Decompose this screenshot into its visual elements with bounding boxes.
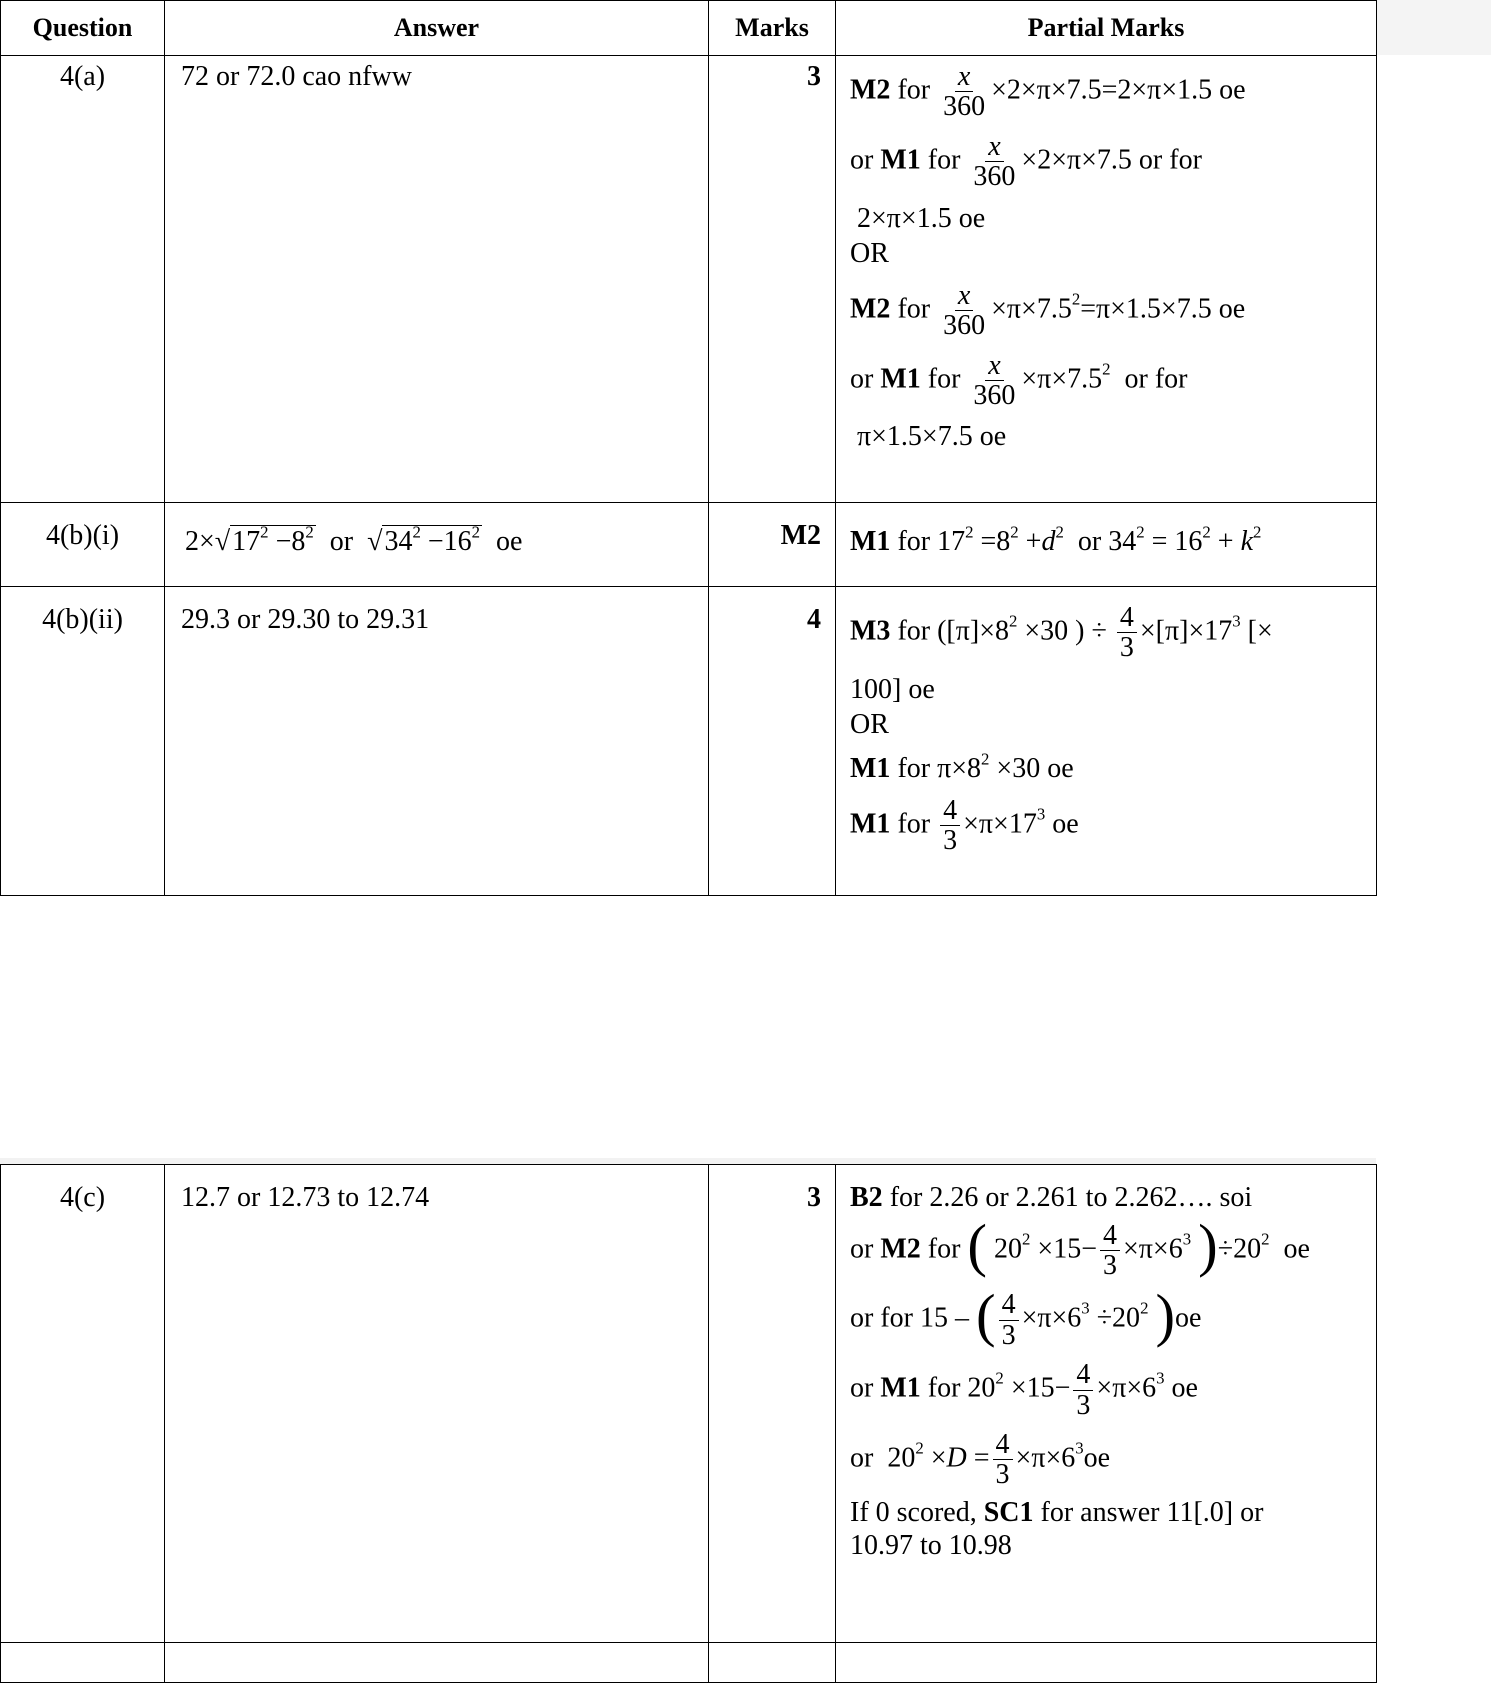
partial-marks (836, 56, 1376, 454)
partial-line: or M2 for ( $20^2 \times 15-$ $\frac{4}{3}$ $\times\pi\times 6^3$ )$\div 20^2$ oe (850, 1213, 1310, 1281)
partial-line: OR (850, 709, 889, 741)
partial-line: M2 for $\frac{x}{360}$ $\times\pi\times 7.5^2=\pi\times 1.5\times 7.5$ oe (850, 279, 1246, 342)
partial-line: If 0 scored, SC1 for answer 11[.0] or (850, 1496, 1264, 1528)
partial-line: 100] oe (850, 673, 935, 705)
partial-line: or M1 for $\frac{x}{360}$ $\times\pi\times 7.5^2$ or for (850, 349, 1188, 411)
question-number: 4(b)(ii) (42, 604, 123, 635)
marks-value: 4 (807, 604, 821, 635)
header-question: Question (1, 1, 165, 56)
header-answer: Answer (165, 1, 709, 56)
header-marks: Marks (709, 1, 836, 56)
partial-line: or for 15 – ( $\frac{4}{3}$ $\times\pi\times 6^3 \div 20^2$ )oe (850, 1283, 1202, 1351)
answer-text: 12.7 or 12.73 to 12.74 (181, 1182, 430, 1213)
table-row-4a (1, 56, 1377, 503)
partial-line: M1 for $\pi\times 8^2 \times 30$ oe (850, 749, 1074, 784)
partial-line: or $20^2 \times D$ = $\frac{4}{3}$ $\times\pi\times 6^3oe$ (850, 1428, 1111, 1491)
fraction: $\frac{4}{3}$ (940, 796, 960, 856)
partial-line: M3 for ($[\pi]\times 8^2 \times 30$ ) ÷ $\frac{4}{3}$ $\times[\pi]\times 17^3$ [× (850, 602, 1273, 664)
partial-line: or M1 for $\frac{x}{360}$ ×2×π×7.5 or for (850, 130, 1202, 193)
fraction: $\frac{x}{360}$ (973, 349, 1016, 411)
partial-line: M1 for $\frac{4}{3}$ $\times\pi\times 17^3$ oe (850, 794, 1079, 856)
partial-line: 10.97 to 10.98 (850, 1530, 1012, 1562)
question-number: 4(c) (59, 1182, 106, 1213)
partial-marks (836, 1165, 1376, 1563)
partial-line: M2 for $\frac{x}{360}$ ×2×π×7.5=2×π×1.5 oe (850, 61, 1246, 123)
mark-scheme-table (0, 0, 1377, 896)
partial-marks (836, 503, 1376, 559)
marks-value: 3 (807, 1182, 821, 1213)
marks-value: M2 (780, 520, 821, 551)
fraction: $\frac{4}{3}$ (1100, 1221, 1120, 1281)
partial-line: B2 for 2.26 or 2.261 to 2.262…. soi (850, 1182, 1253, 1213)
answer-text: 72 or 72.0 cao nfww (181, 61, 412, 92)
mark-scheme-table-continued (0, 1164, 1377, 1683)
partial-line: OR (850, 238, 889, 270)
fraction: $\frac{4}{3}$ (999, 1290, 1019, 1350)
square-root: $√34^2 -16^2$ (367, 522, 481, 557)
table-row-next (1, 1643, 1377, 1683)
fraction: $\frac{4}{3}$ (1117, 603, 1137, 663)
question-number: 4(a) (59, 61, 106, 92)
square-root: $√17^2 -8^2$ (214, 522, 314, 557)
fraction: $\frac{4}{3}$ (1073, 1360, 1093, 1420)
fraction: $\frac{x}{360}$ (943, 61, 986, 123)
fraction: $\frac{x}{360}$ (943, 279, 986, 342)
partial-line: 2×π×1.5 oe (857, 202, 986, 234)
header-bar-extension (1376, 0, 1491, 55)
table-row-4bi (1, 503, 1377, 587)
partial-line: M1 for $17^2 =8^2 +d^2$ or $34^2 = 16^2 + k^2$ (850, 522, 1262, 557)
marks-value: 3 (807, 61, 821, 92)
partial-marks (836, 587, 1376, 855)
answer-text: $2\times√17^2 -8^2$ or $√34^2 -16^2$ oe (185, 522, 523, 557)
fraction: $\frac{x}{360}$ (973, 130, 1016, 193)
header-partial-marks: Partial Marks (836, 1, 1377, 56)
answer-text: 29.3 or 29.30 to 29.31 (181, 604, 430, 635)
fraction: $\frac{4}{3}$ (993, 1430, 1013, 1490)
partial-line: π×1.5×7.5 oe (857, 421, 1007, 453)
question-number: 4(b)(i) (45, 520, 120, 551)
table-row-4bii (1, 587, 1377, 896)
header-row (1, 1, 1377, 56)
partial-line: or M1 for $20^2 \times 15-$ $\frac{4}{3}$ $\times\pi\times 6^3$ oe (850, 1359, 1198, 1421)
table-row-4c (1, 1165, 1377, 1643)
